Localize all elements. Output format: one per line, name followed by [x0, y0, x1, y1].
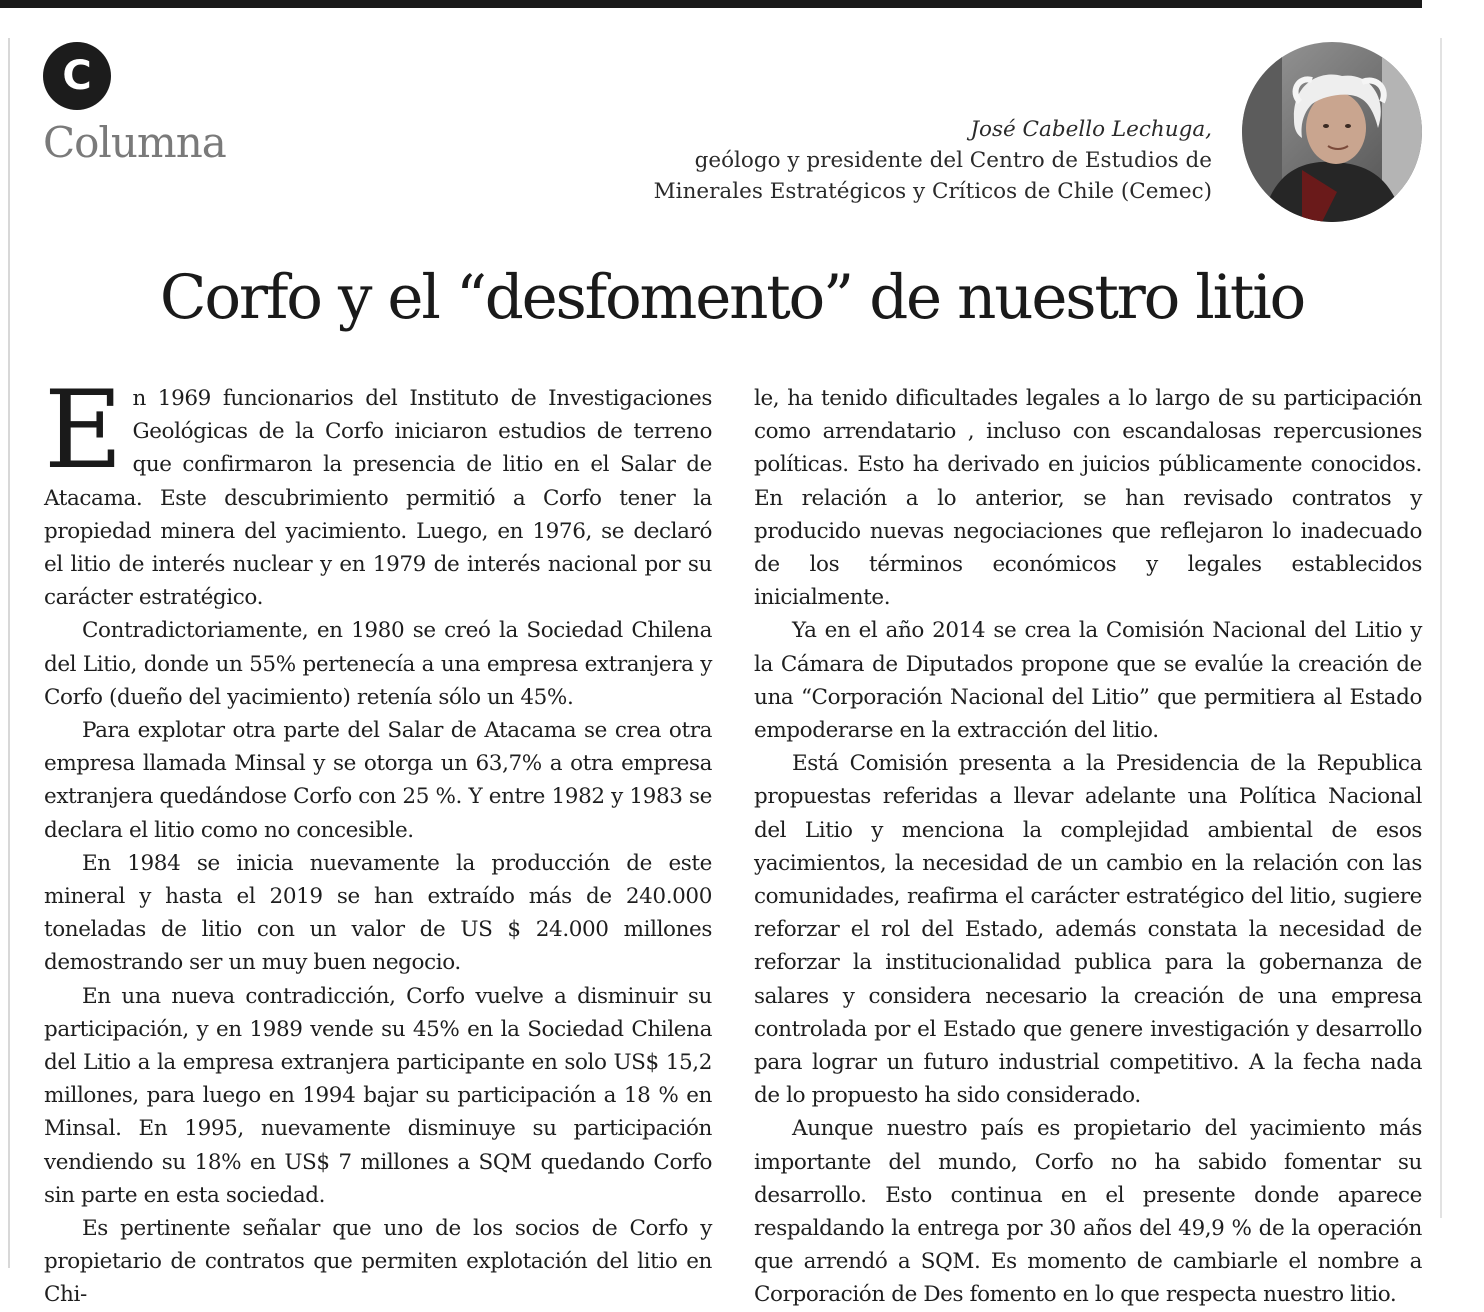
author-name: José Cabello Lechuga,	[970, 117, 1212, 142]
author-role-line-2: Minerales Estratégicos y Críticos de Chile (Cemec)	[653, 179, 1212, 204]
paragraph-5: En una nueva contradicción, Corfo vuelve a disminuir su participación, y en 1989 vende su 45% en la Sociedad Chilena del Litio a la empresa extranjera participante en solo US$ 15,2 millones, para luego en 1994 bajar su participación a 18 % en Minsal. En 1995, nuevamente disminuye su participación vendiendo su 18% en US$ 7 millones a SQM quedando Corfo sin parte en esta sociedad.	[44, 983, 712, 1208]
column-badge-icon	[43, 42, 111, 110]
paragraph-6: Es pertinente señalar que uno de los socios de Corfo y propietario de contratos que permiten explotación del litio en Chi-	[44, 1216, 712, 1308]
section-label: Columna	[43, 118, 226, 167]
paragraph-2: Contradictoriamente, en 1980 se creó la Sociedad Chilena del Litio, donde un 55% pertenecía a una empresa extranjera y Corfo (dueño del yacimiento) retenía sólo un 45%.	[44, 618, 712, 710]
author-role-line-1: geólogo y presidente del Centro de Estudios de	[694, 148, 1212, 173]
paragraph-6-continued: le, ha tenido dificultades legales a lo largo de su participación como arrendatario , incluso con escandalosas repercusiones políticas. Esto ha derivado en juicios públicamente conocidos. En relación a lo anterior, se han revisado contratos y producido nuevas negociaciones que reflejaron lo inadecuado de los términos económicos y legales establecidos inicialmente.	[754, 386, 1422, 611]
author-portrait	[1242, 42, 1422, 222]
headline: Corfo y el “desfomento” de nuestro litio	[159, 262, 1305, 333]
top-rule	[0, 0, 1422, 8]
paragraph-1	[44, 368, 712, 614]
paragraph-9: Aunque nuestro país es propietario del yacimiento más importante del mundo, Corfo no ha sabido fomentar su desarrollo. Esto continua en el presente donde aparece respaldando la entrega por 30 años del 49,9 % de la operación que arrendó a SQM. Es momento de cambiarle el nombre a Corporación de Des fomento en lo que respecta nuestro litio.	[754, 1116, 1422, 1308]
paragraph-4: En 1984 se inicia nuevamente la producción de este mineral y hasta el 2019 se han extraído más de 240.000 toneladas de litio con un valor de US $ 24.000 millones demostrando ser un muy buen negocio.	[44, 850, 712, 976]
right-margin-rule	[1440, 38, 1442, 1218]
paragraph-8: Está Comisión presenta a la Presidencia de la Republica propuestas referidas a llevar adelante una Política Nacional del Litio y menciona la complejidad ambiental de esos yacimientos, la necesidad de un cambio en la relación con las comunidades, reafirma el carácter estratégico del litio, sugiere reforzar el rol del Estado, además constata la necesidad de reforzar la institucionalidad publica para la gobernanza de salares y considera necesario la creación de una empresa controlada por el Estado que genere investigación y desarrollo para lograr un futuro industrial competitivo. A la fecha nada de lo propuesto ha sido considerado.	[754, 751, 1422, 1109]
byline	[654, 114, 1212, 207]
article-column-left	[44, 368, 712, 1312]
badge-letter: C	[62, 53, 92, 99]
left-margin-rule	[8, 38, 10, 1268]
article-column-right	[754, 382, 1422, 1312]
paragraph-3: Para explotar otra parte del Salar de Atacama se crea otra empresa llamada Minsal y se otorga un 63,7% a otra empresa extranjera quedándose Corfo con 25 %. Y entre 1982 y 1983 se declara el litio como no concesible.	[44, 718, 712, 843]
drop-cap: E	[44, 368, 123, 493]
paragraph-7: Ya en el año 2014 se crea la Comisión Nacional del Litio y la Cámara de Diputados propone que se evalúe la creación de una “Corporación Nacional del Litio” que permitiera al Estado empoderarse en la extracción del litio.	[754, 618, 1422, 744]
paragraph-1-text: n 1969 funcionarios del Instituto de Investigaciones Geológicas de la Corfo iniciaron estudios de terreno que confirmaron la presencia de litio en el Salar de Atacama. Este descubrimiento permitió a Corfo tener la propiedad minera del yacimiento. Luego, en 1976, se declaró el litio de interés nuclear y en 1979 de interés nacional por su carácter estratégico.	[44, 386, 712, 611]
portrait-illustration	[1242, 42, 1422, 222]
